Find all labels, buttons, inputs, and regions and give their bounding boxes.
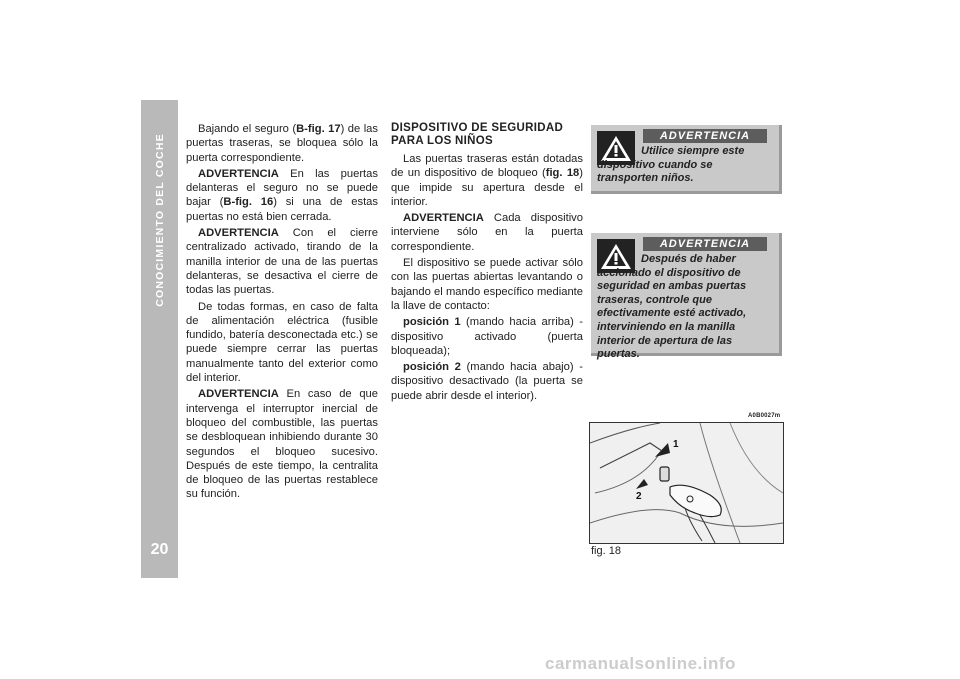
- paragraph-2: ADVERTENCIA Cada dispositivo interviene sólo en la puerta correspondiente.: [391, 212, 583, 253]
- warning-box-2: [591, 233, 782, 361]
- warning-box-1: [591, 125, 782, 194]
- warning-badge: ADVERTENCIA: [643, 237, 767, 251]
- figure-code: A0B0027m: [748, 413, 781, 419]
- callout-2: 2: [636, 491, 642, 502]
- text-column-middle: [391, 122, 583, 405]
- figure-illustration: [589, 422, 784, 544]
- figure-label: fig. 18: [591, 545, 621, 557]
- section-heading: DISPOSITIVO DE SEGURIDAD PARA LOS NIÑOS: [391, 122, 564, 147]
- chapter-title: CONOCIMIENTO DEL COCHE: [153, 133, 166, 307]
- paragraph-1: Bajando el seguro (B-fig. 17) de las puertas traseras, se bloquea sólo la puerta correspondiente.: [186, 123, 378, 164]
- paragraph-5: ADVERTENCIA En caso de que intervenga el interruptor inercial de bloqueo del combustible, las puertas se desbloquean inhibiendo durante 30 segundos el bloqueo sucesivo. Después de este tiempo, la centralita de bloqueo de las puertas restablece su función.: [186, 388, 378, 501]
- paragraph-3: El dispositivo se puede activar sólo con las puertas abiertas levantando o bajando el mando específico mediante la llave de contacto:: [391, 257, 583, 312]
- warning-text: Utilice siempre este dispositivo cuando se transporten niños.: [597, 145, 745, 185]
- page-number: 20: [150, 541, 169, 558]
- paragraph-4: posición 1 (mando hacia arriba) - dispositivo activado (puerta bloqueada);: [391, 316, 584, 357]
- paragraph-3: ADVERTENCIA Con el cierre centralizado activado, tirando de la manilla interior de una de las puertas delanteras, se desactiva el cierre de todas las puertas.: [186, 227, 378, 297]
- paragraph-4: De todas formas, en caso de falta de alimentación eléctrica (fusible fundido, batería desconectada etc.) se puede siempre cerrar las puertas manualmente tanto del exterior como del interior.: [186, 300, 378, 385]
- watermark: carmanualsonline.info: [545, 654, 736, 673]
- warning-text: Después de haber accionado el dispositivo de seguridad en ambas puertas traseras, controle que efectivamente esté activado, interviniendo en la manilla interior de apertura de las puertas.: [597, 253, 747, 361]
- door-lock-illustration: [590, 423, 783, 543]
- paragraph-1: Las puertas traseras están dotadas de un dispositivo de bloqueo (fig. 18) que impide su apertura desde el interior.: [391, 153, 583, 208]
- warning-badge: ADVERTENCIA: [643, 129, 767, 143]
- paragraph-2: ADVERTENCIA En las puertas delanteras el seguro no se puede bajar (B-fig. 16) si una de estas puertas no está bien cerrada.: [186, 167, 378, 223]
- callout-1: 1: [673, 439, 679, 450]
- text-column-left: [186, 122, 378, 504]
- paragraph-5: posición 2 (mando hacia abajo) - dispositivo desactivado (la puerta se puede abrir desde el interior).: [391, 361, 583, 402]
